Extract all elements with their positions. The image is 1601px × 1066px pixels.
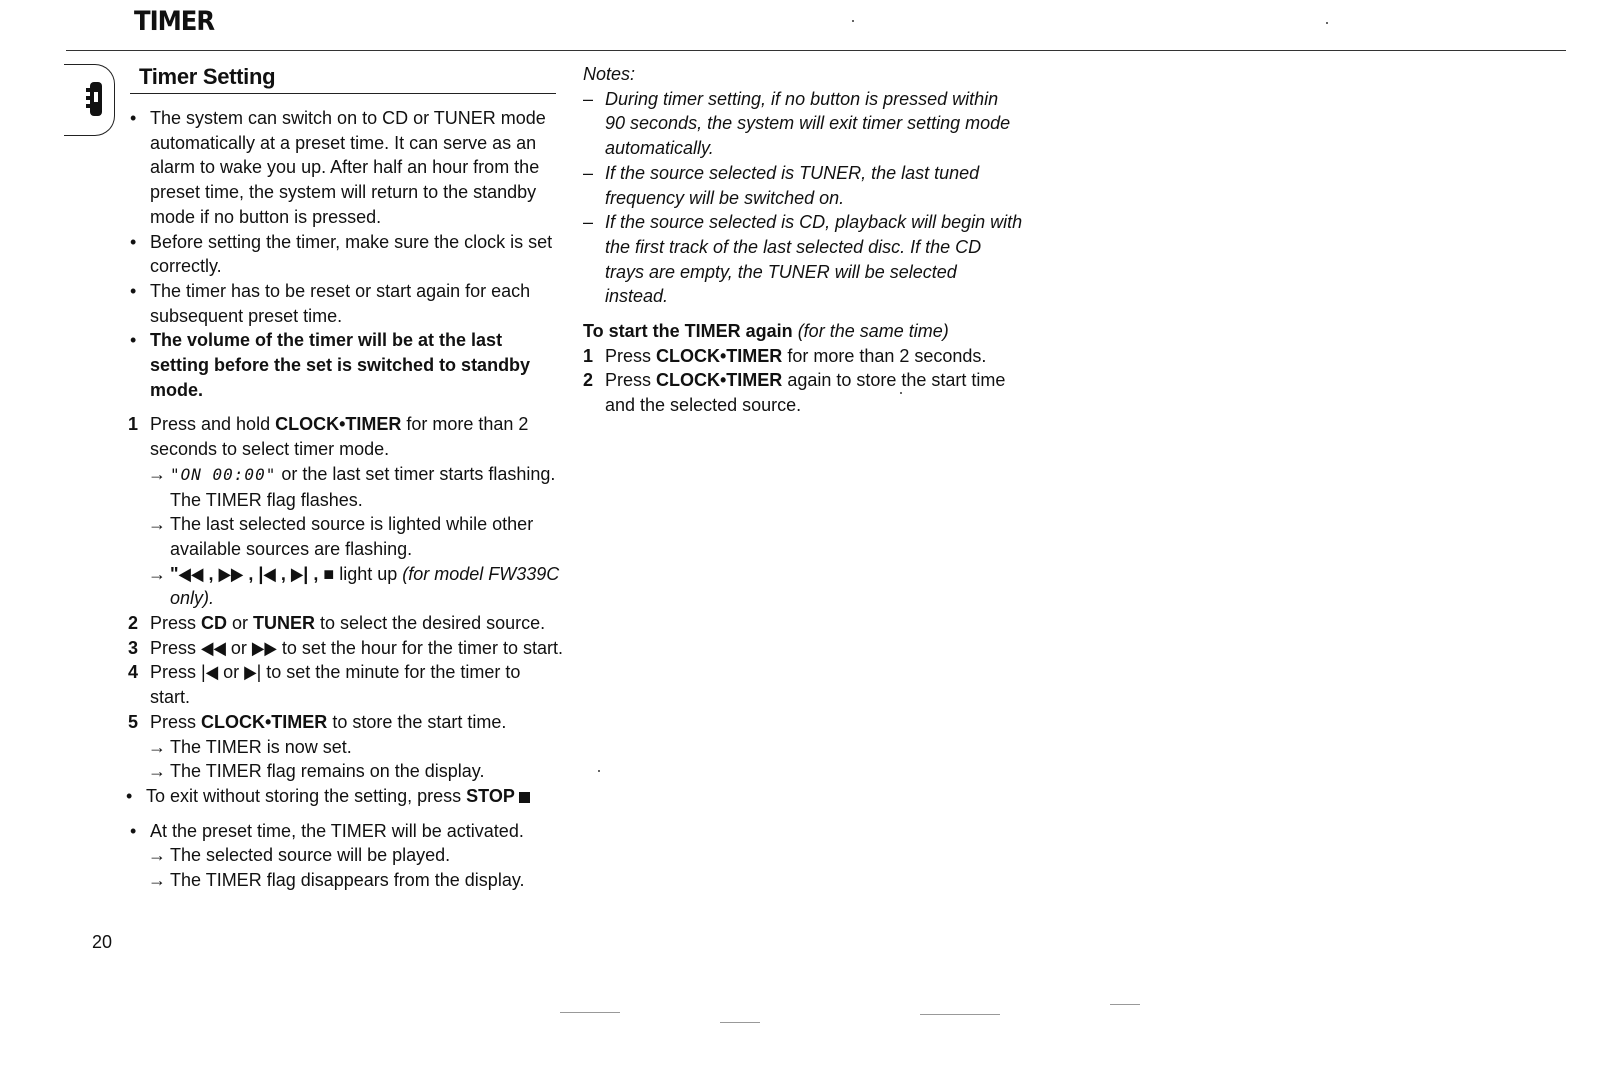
result-line	[124, 512, 564, 561]
step-text: Press	[605, 345, 657, 366]
step-text: Press	[150, 711, 202, 732]
bullet-text: At the preset time, the TIMER will be activated.	[150, 820, 524, 841]
header-title: TIMER	[134, 6, 215, 37]
bullet-marker: •	[130, 820, 137, 841]
restart-heading	[583, 319, 1023, 344]
dash-marker: –	[583, 212, 594, 233]
lcd-display-text: "ON 00:00"	[170, 464, 277, 484]
bullet-marker: •	[126, 785, 133, 806]
result-text: The selected source will be played.	[170, 845, 451, 866]
step-2	[124, 611, 564, 636]
note-item	[583, 210, 1023, 309]
intro-bullet	[124, 328, 564, 402]
step-text: Press ◀◀ or ▶▶ to set the hour for the timer to start.	[150, 637, 563, 658]
intro-text: Before setting the timer, make sure the clock is set correctly.	[150, 231, 553, 277]
result-line	[124, 868, 564, 893]
step-number: 2	[128, 613, 139, 634]
note-text: If the source selected is TUNER, the last tuned frequency will be switched on.	[605, 162, 980, 208]
result-line	[124, 759, 564, 784]
dash-marker: –	[583, 88, 594, 109]
arrow-icon: →	[148, 761, 166, 782]
arrow-icon: →	[148, 563, 166, 584]
right-column	[583, 62, 1023, 418]
stop-icon	[519, 792, 530, 803]
transport-symbols: "◀◀ , ▶▶ , |◀ , ▶| , ■	[170, 563, 335, 584]
scan-speck	[920, 1014, 1000, 1015]
arrow-icon: →	[148, 514, 166, 535]
intro-text-bold: The volume of the timer will be at the last setting before the set is switched to standby mode.	[150, 330, 531, 400]
hand-clock-icon	[84, 78, 108, 120]
header-rule	[66, 50, 1566, 51]
result-text: or the last set timer starts flashing. The TIMER flag flashes.	[170, 463, 556, 510]
step-1	[124, 412, 564, 461]
bullet-marker: •	[130, 330, 137, 351]
heading-italic: (for the same time)	[792, 321, 949, 342]
arrow-icon: →	[148, 736, 166, 757]
preset-bullet	[124, 819, 564, 844]
result-text: light up	[334, 563, 403, 584]
arrow-icon: →	[148, 845, 166, 866]
step-3	[124, 636, 564, 661]
note-text: During timer setting, if no button is pressed within 90 seconds, the system will exit timer setting mode automatically.	[605, 88, 1011, 159]
note-text: If the source selected is CD, playback will begin with the first track of the last selected disc. If the CD trays are empty, the TUNER will be selected instead.	[605, 212, 1023, 307]
notes-label: Notes:	[583, 64, 636, 84]
section-rule	[130, 93, 556, 94]
bullet-marker: •	[130, 231, 137, 252]
key-label: CLOCK•TIMER	[201, 711, 328, 732]
scan-speck	[1110, 1004, 1140, 1005]
left-column	[124, 106, 564, 893]
scan-speck	[900, 392, 902, 394]
step-number: 5	[128, 711, 139, 732]
note-item	[583, 87, 1023, 161]
scan-speck	[852, 20, 854, 22]
step-number: 3	[128, 637, 139, 658]
result-text: The TIMER is now set.	[170, 736, 352, 757]
scan-speck	[560, 1012, 620, 1013]
step-text: or	[227, 613, 254, 634]
step-text: Press |◀ or ▶| to set the minute for the timer to start.	[150, 662, 521, 708]
key-label: CLOCK•TIMER	[656, 345, 783, 366]
intro-text: The timer has to be reset or start again for each subsequent preset time.	[150, 280, 531, 326]
arrow-icon: →	[148, 870, 166, 891]
bullet-marker: •	[130, 108, 137, 128]
result-line	[124, 462, 564, 512]
result-text: The last selected source is lighted while other available sources are flashing.	[170, 514, 534, 559]
result-text: The TIMER flag disappears from the display.	[170, 870, 525, 891]
step-number: 2	[583, 370, 594, 391]
key-label: CD	[201, 613, 228, 634]
scan-speck	[720, 1022, 760, 1023]
step-number: 1	[583, 345, 594, 366]
intro-bullet	[124, 230, 564, 279]
page-number: 20	[92, 932, 113, 952]
restart-step-1	[583, 344, 1023, 369]
arrow-icon: →	[148, 463, 166, 484]
model-note: (for model FW339C only).	[170, 563, 560, 609]
heading-bold: To start the TIMER again	[583, 321, 793, 342]
step-number: 1	[128, 414, 139, 435]
step-text: to select the desired source.	[315, 613, 546, 634]
step-5	[124, 710, 564, 735]
step-text: Press and hold	[150, 414, 276, 435]
step-text: Press	[150, 613, 202, 634]
step-text: to store the start time.	[327, 711, 507, 732]
result-line	[124, 843, 564, 868]
step-text: for more than 2 seconds to select timer mode.	[150, 414, 529, 460]
key-label: CLOCK•TIMER	[656, 370, 783, 391]
intro-text: The system can switch on to CD or TUNER mode automatically at a preset time. It can serve as an alarm to wake you up. After half an hour from the preset time, the system will return to the standby mode if no button is pressed.	[150, 108, 546, 227]
result-text: The TIMER flag remains on the display.	[170, 761, 485, 782]
restart-step-2	[583, 368, 1023, 417]
result-line	[124, 735, 564, 760]
exit-bullet	[124, 784, 564, 809]
result-line	[124, 562, 564, 611]
scan-speck	[1326, 22, 1328, 24]
bullet-marker: •	[130, 280, 137, 301]
step-4	[124, 660, 564, 709]
step-number: 4	[128, 662, 139, 683]
step-text: for more than 2 seconds.	[782, 345, 987, 366]
section-title: Timer Setting	[139, 64, 276, 89]
step-text: Press	[605, 370, 657, 391]
dash-marker: –	[583, 162, 594, 183]
key-label: STOP	[466, 785, 515, 806]
intro-bullet	[124, 106, 564, 230]
key-label: TUNER	[253, 613, 316, 634]
bullet-text: To exit without storing the setting, press	[146, 785, 467, 806]
note-item	[583, 161, 1023, 210]
key-label: CLOCK•TIMER	[275, 414, 402, 435]
intro-bullet	[124, 279, 564, 328]
step-text: again to store the start time and the selected source.	[605, 370, 1006, 416]
scan-speck	[598, 770, 600, 772]
